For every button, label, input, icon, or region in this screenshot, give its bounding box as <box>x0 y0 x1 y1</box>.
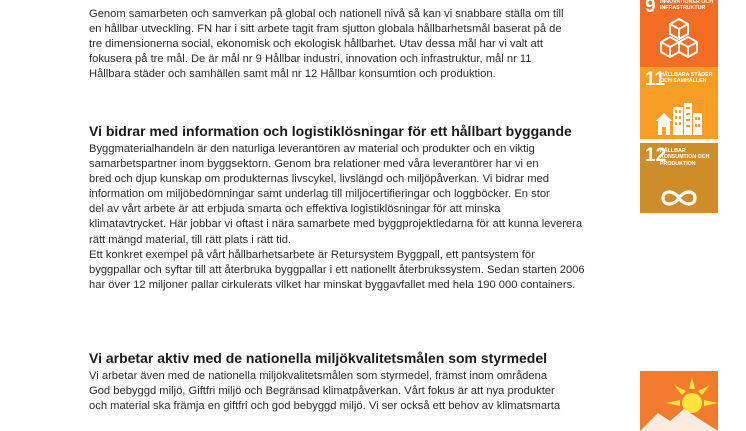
section-heading: Vi bidrar med information och logistiklösningar för ett hållbart byggande <box>89 123 572 139</box>
text-line: klimatavtrycket. Här jobbar vi oftast i nära samarbete med byggprojektledarna för att kunna leverera <box>89 218 583 231</box>
goal-label: HÅLLBAR KONSUMTION OCH PRODUKTION <box>660 148 710 167</box>
text-line: del av vårt arbete är att erbjuda smarta och effektiva logistiklösningar för att minska <box>89 203 501 216</box>
text-line: Vi arbetar även med de nationella miljökvalitetsmålen som styrmedel, främst inom områdena <box>89 370 548 382</box>
goal-number: 11 <box>645 69 666 90</box>
sun-icon <box>640 371 718 431</box>
text-line: Genom samarbeten och samverkan på global och nationell nivå så kan vi snabbare ställa om till <box>89 8 564 20</box>
text-line: Hållbara städer och samhällen samt mål nr 12 Hållbar konsumtion och produktion. <box>89 68 496 81</box>
text-line: God bebyggd miljö, Giftfri miljö och Begränsad klimatpåverkan. Vårt fokus är att nya produkter <box>89 385 555 398</box>
text-line: en hållbar utveckling. FN har i sitt arbete tagit fram sjutton globala hållbarhetsmål baserat på de <box>89 23 562 36</box>
text-line: bred och djup kunskap om produkternas livscykel, livslängd och miljöpåverkan. Vi bidrar med <box>89 173 549 186</box>
intro-paragraph <box>89 7 634 82</box>
text-line: fokusera på tre mål. De är mål nr 9 Hållbar industri, innovation och infrastruktur, mål nr 11 <box>89 53 532 66</box>
section-heading: Vi arbetar aktiv med de nationella miljökvalitetsmålen som styrmedel <box>89 350 548 366</box>
sdg-goal-9-tile <box>640 0 718 70</box>
text-line: Ett konkret exempel på vårt hållbarhetsarbete är Retursystem Byggpall, ett pantsystem för <box>89 248 535 261</box>
goal-label: HÅLLBARA STÄDER OCH SAMHÄLLEN <box>660 72 713 85</box>
text-line: rätt mängd material, till rätt plats i rätt tid. <box>89 233 292 246</box>
section1-paragraph <box>89 142 634 293</box>
text-line: byggpallar och syftar till att återbruka byggpallar i ett nationellt återbrukssystem. Sedan starten 2006 <box>89 263 585 276</box>
text-line: tre dimensionerna social, ekonomisk och ekologisk hållbarhet. Utav dessa mål har vi valt att <box>89 38 543 51</box>
section2-paragraph <box>89 369 634 414</box>
text-line: Byggmaterialhandeln är den naturliga leverantören av material och produkter och en viktig <box>89 143 535 155</box>
sdg-goal-12-tile <box>640 143 718 213</box>
environmental-goal-tile <box>640 371 718 431</box>
text-line: har över 12 miljoner pallar cirkulerats vilket har minskat byggavfallet med hela 190 000 containers. <box>89 278 576 291</box>
city-icon <box>654 101 704 135</box>
sdg-goal-11-tile <box>640 67 718 139</box>
text-line: och material ska främja en giftfri och god bebyggd miljö. Vi ser också ett behov av klimatsmarta <box>89 400 561 413</box>
text-line: information om miljöbedömningar samt underlag till miljöcertifieringar och loggböcker. En stor <box>89 188 550 201</box>
goal-number: 9 <box>645 0 656 17</box>
infinity-icon <box>659 187 699 209</box>
goal-number: 12 <box>645 145 667 166</box>
text-line: samarbetspartner inom byggsektorn. Genom bra relationer med våra leverantörer har vi en <box>89 158 539 171</box>
goal-label: INNOVATIONER OCH INFRASTRUKTUR <box>660 0 714 12</box>
cubes-icon <box>659 17 699 59</box>
